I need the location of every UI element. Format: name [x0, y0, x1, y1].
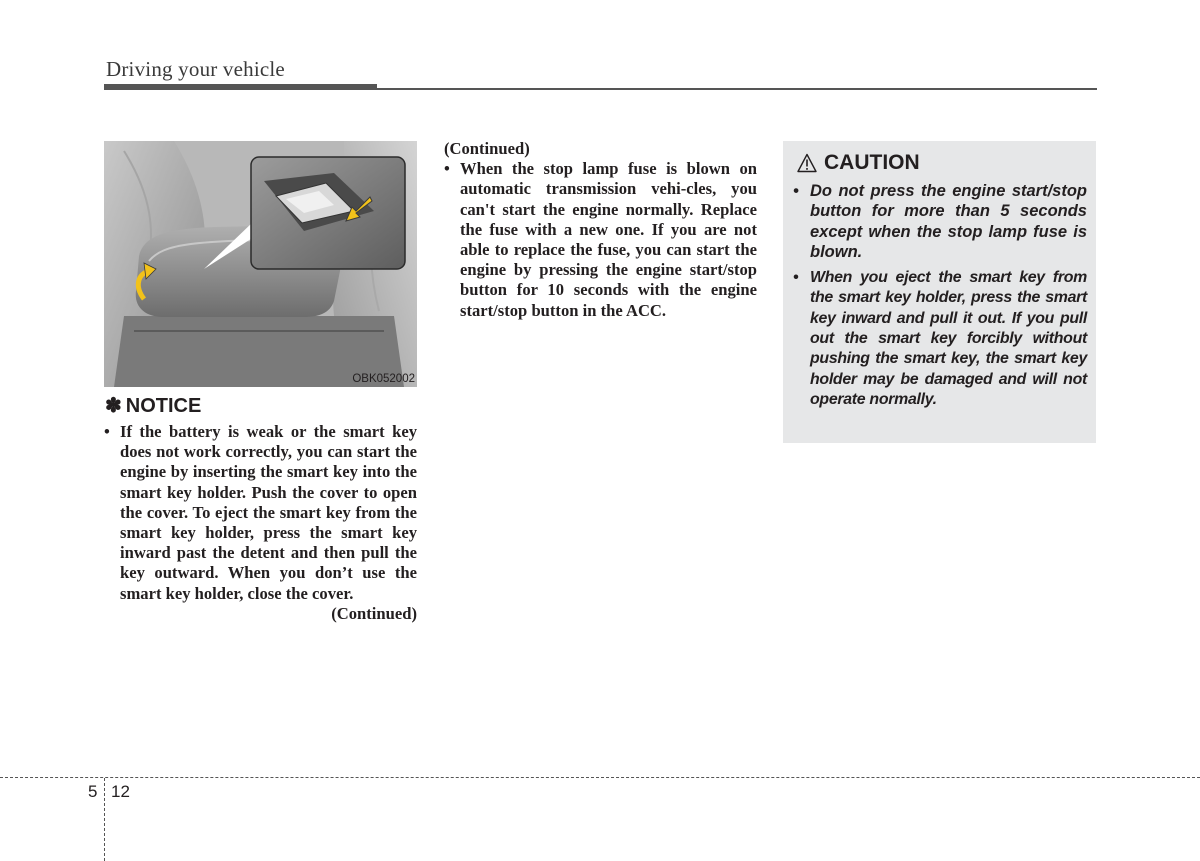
figure-code: OBK052002 — [352, 373, 415, 385]
bullet-marker: • — [444, 159, 450, 179]
column2-text: When the stop lamp fuse is blown on automatic transmission vehi-cles, you can't start the engine normally. Replace the fuse with a new one. If you are not able to replace the fuse, you can start the engine by pressing the engine start/stop button for 10 seconds with the engine start/stop button in the ACC. — [460, 159, 757, 320]
smart-key-holder-illustration — [104, 141, 417, 387]
bullet-marker: • — [793, 269, 799, 287]
notice-bullet-item — [104, 422, 417, 604]
caution-body — [793, 181, 1087, 410]
notice-heading-label: NOTICE — [125, 395, 202, 417]
notice-text: If the battery is weak or the smart key does not work correctly, you can start the engine by inserting the smart key into the smart key holder. Push the cover to open the cover. To eject the smart key from the smart key holder, press the smart key inward past the detent and then pull the key outward. When you don’t use the smart key holder, close the cover. — [120, 422, 417, 603]
caution-bullet-item — [793, 268, 1087, 410]
header-rule — [104, 88, 1097, 90]
column2-bullet-item — [444, 159, 757, 321]
notice-heading — [105, 393, 201, 418]
caution-heading — [797, 151, 920, 175]
caution-heading-label: CAUTION — [824, 151, 920, 174]
continued-label: (Continued) — [331, 603, 417, 623]
armrest-drawing — [104, 141, 417, 387]
running-header: Driving your vehicle — [106, 57, 285, 81]
footer-divider — [104, 778, 105, 861]
bullet-marker: • — [793, 182, 799, 200]
bullet-marker: • — [104, 422, 110, 441]
footer-rule — [0, 777, 1200, 778]
asterisk-star-icon: ✽ — [105, 395, 122, 417]
continued-label-top: (Continued) — [444, 139, 530, 158]
caution-text-1: Do not press the engine start/stop button for more than 5 seconds except when the stop lamp fuse is blown. — [810, 182, 1087, 261]
page-section-number: 5 — [88, 782, 98, 801]
page-number: 12 — [111, 782, 130, 801]
notice-body — [104, 422, 417, 624]
caution-bullet-item — [793, 181, 1087, 262]
caution-box — [783, 141, 1096, 443]
warning-triangle-icon — [797, 153, 817, 173]
column-2 — [444, 139, 757, 321]
caution-text-2: When you eject the smart key from the smart key holder, press the smart key inward and pull it out. If you pull out the smart key forcibly without pushing the smart key, the smart key holder may be damaged and will not operate normally. — [810, 269, 1087, 408]
